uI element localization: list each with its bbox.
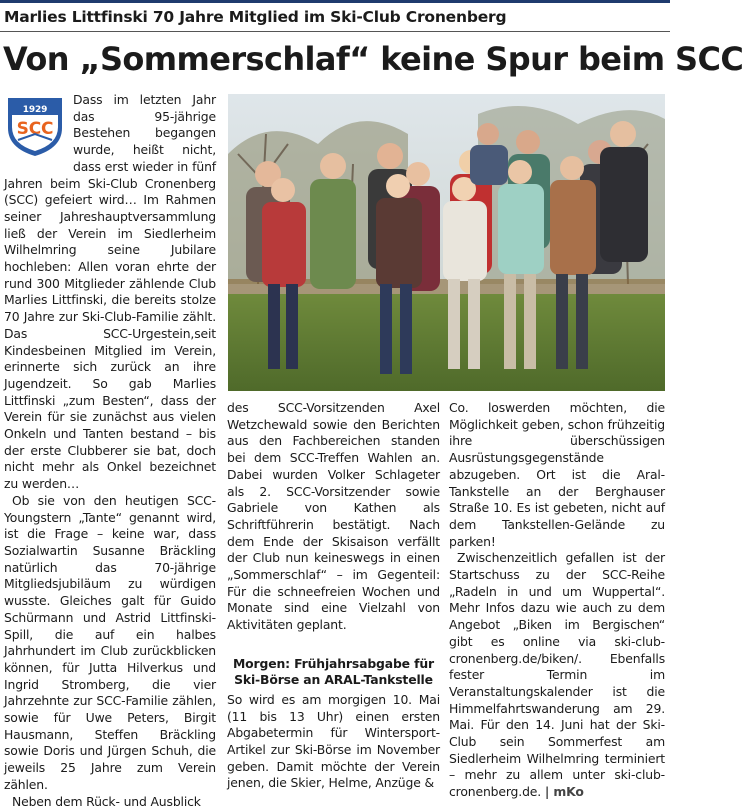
logo-year: 1929: [22, 105, 48, 115]
col3-paragraph-2-text: Zwischenzeitlich gefallen ist der Startschuss zu der SCC-Reihe „Radeln in und um Wuppertal“. Mehr Infos dazu wie auch zu dem Angebot „Biken im Bergischen“ gibt es online via ski-club-cronenberg.de/biken/. Ebenfalls fester Termin im Veranstaltungskalender ist die Himmelfahrtswanderung am 29. Mai. Für den 14. Juni hat der Ski-Club sein Sommerfest am Siedlerheim Wilhelmring terminiert – mehr zu allem unter ski-club-cronenberg.de.: [449, 550, 665, 800]
scc-logo: [4, 94, 66, 158]
col3-paragraph-2: [449, 550, 665, 801]
author-credit: | mKo: [544, 784, 584, 800]
top-rule: [0, 0, 670, 3]
col1-paragraph-1: Dass im letzten Jahr das 95-jährige Bestehen begangen wurde, heißt nicht, dass erst wieder in fünf Jahren beim Ski-Club Cronenberg (SCC) gefeiert wird… Im Rahmen seiner Jahreshauptversammlung ließ der Verein im Siedlerheim Wilhelmring seine Jubilare hochleben: Allen voran ehrte der rund 300 Mitglieder zählende Club Marlies Littfinski, die bereits stolze 70 Jahre zur Ski-Club-Familie zählt. Das SCC-Urgestein,seit Kindesbeinen Mitglied im Verein, erinnerte sich zurück an ihre Jugendzeit. So gab Marlies Littfinski „zum Besten“, dass der Verein für sie zunächst aus vielen Onkeln und Tanten bestand – bis der erste Clubberer sie bat, doch nicht mehr als Onkel bezeichnet zu werden…: [4, 92, 216, 492]
logo-text: SCC: [16, 119, 54, 139]
column-3: [449, 400, 665, 800]
col2-paragraph-2: So wird es am morgigen 10. Mai (11 bis 13 Uhr) einen ersten Abgabetermin für Wintersport-Artikel zur Ski-Börse im November geben. Damit möchte der Verein jenen, die Skier, Helme, Anzüge &: [227, 691, 440, 791]
col3-paragraph-1: Co. loswerden möchten, die Möglichkeit geben, schon frühzeitig ihre überschüssigen Ausrüstungsgegenstände abzugeben. Ort ist die Aral-Tankstelle an der Berghauser Straße 10. Es ist gebeten, nicht auf dem Tankstellen-Gelände zu parken!: [449, 400, 665, 549]
col1-paragraph-3: Neben dem Rück- und Ausblick: [12, 793, 201, 809]
column-2: [227, 400, 440, 791]
col2-paragraph-1: des SCC-Vorsitzenden Axel Wetzchewald sowie den Berichten aus den Fachbereichen standen bei dem SCC-Treffen Wahlen an. Dabei wurden Volker Schlageter als 2. SCC-Vorsitzender sowie Gabriele von Kathen als Schriftführerin bestätigt. Nach dem Ende der Skisaison verfällt der Club nun keineswegs in einen „Sommerschlaf“ – im Gegenteil: Für die schneefreien Wochen und Monate sind eine Vielzahl von Aktivitäten geplant.: [227, 400, 440, 633]
headline: Von „Sommerschlaf“ keine Spur beim SCC: [3, 40, 743, 78]
column-1: [4, 92, 216, 809]
col1-paragraph-2: Ob sie von den heutigen SCC-Youngstern „Tante“ genannt wird, ist die Frage – keine war, dass Sozialwartin Susanne Bräckling natürlich das 70-jährige Mitgliedsjubiläum zu würdigen wusste. Gleiches galt für Guido Schürmann und Astrid Littfinski-Spill, die auf ein halbes Jahrhundert im Club zurückblicken können, für Jutta Hilverkus und Ingrid Stromberg, die vier Jahrzehnte zur SCC-Familie zählen, sowie für Uwe Peters, Birgit Hausmann, Steffen Bräckling sowie Doris und Jürgen Schuh, die jeweils 25 Jahre zum Verein zählen.: [4, 492, 216, 792]
kicker: Marlies Littfinski 70 Jahre Mitglied im Ski-Club Cronenberg: [4, 8, 507, 26]
subhead: Morgen: Frühjahrsabgabe für Ski-Börse an ARAL-Tankstelle: [233, 655, 434, 687]
kicker-rule: [0, 31, 670, 32]
group-photo: [228, 94, 665, 391]
